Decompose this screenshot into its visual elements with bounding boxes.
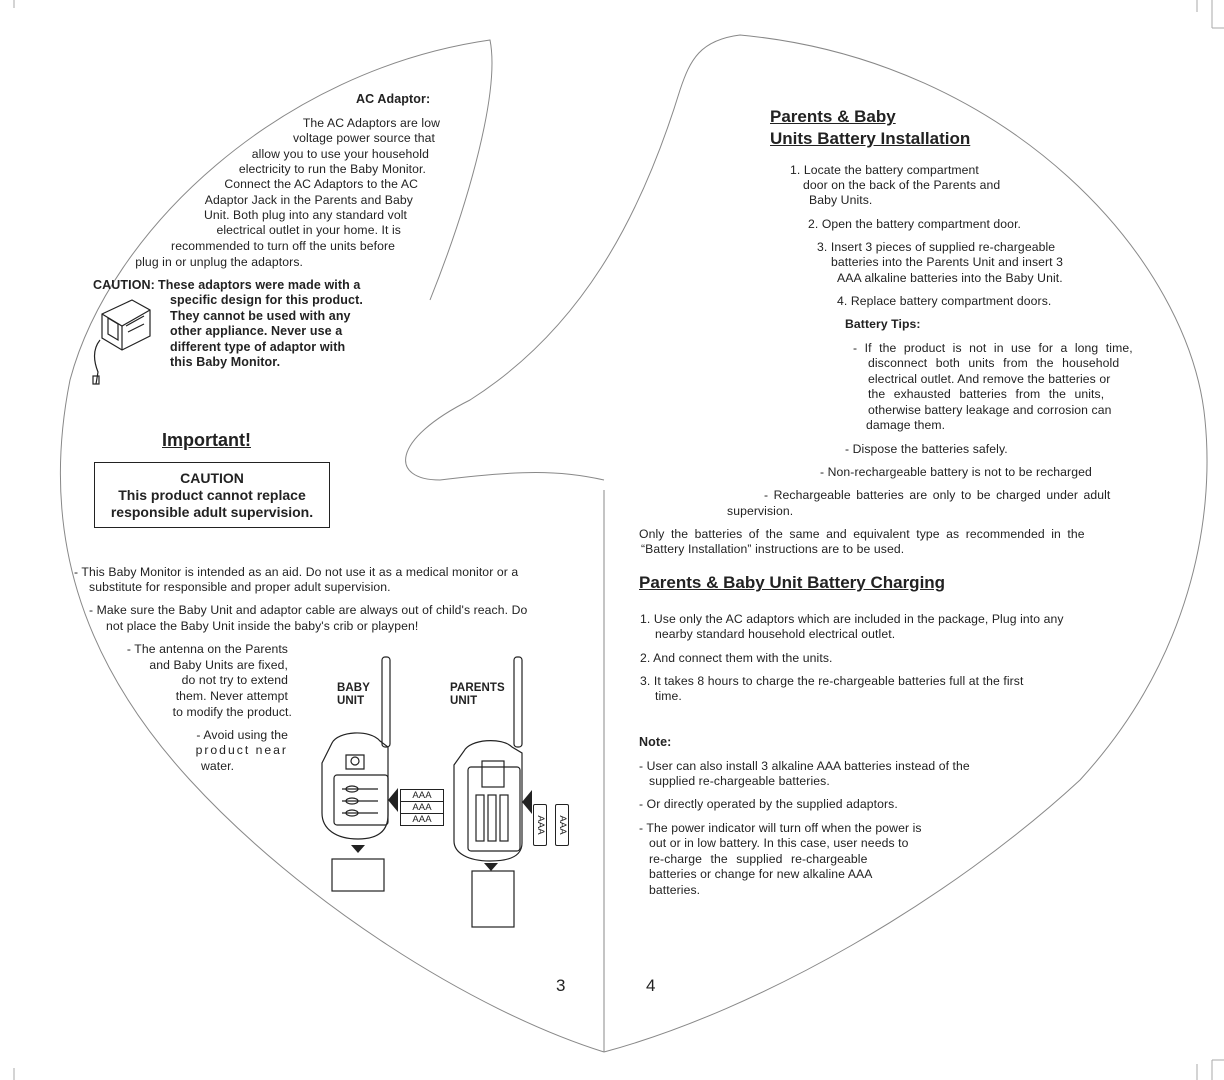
installation-step: door on the back of the Parents and bbox=[803, 178, 1001, 192]
battery-tip: - Rechargeable batteries are only to be charged under adult bbox=[764, 488, 1111, 502]
ac-adaptor-line: electrical outlet in your home. It is bbox=[216, 223, 401, 237]
caution-line: this Baby Monitor. bbox=[170, 355, 281, 369]
ac-adaptor-line: The AC Adaptors are low bbox=[302, 116, 440, 130]
note-line: - The power indicator will turn off when the power is bbox=[639, 821, 922, 835]
installation-step: 4. Replace battery compartment doors. bbox=[837, 294, 1052, 308]
caution-line: different type of adaptor with bbox=[170, 340, 346, 354]
battery-tip: damage them. bbox=[866, 418, 946, 432]
note-line: - Or directly operated by the supplied adaptors. bbox=[639, 797, 898, 811]
parents-unit-label: UNIT bbox=[450, 695, 478, 707]
battery-tip: - Non-rechargeable battery is not to be recharged bbox=[820, 465, 1092, 479]
important-heading: Important! bbox=[162, 430, 251, 450]
bullet-line: - The antenna on the Parents bbox=[126, 642, 288, 656]
caution-box bbox=[94, 462, 330, 528]
installation-heading: Units Battery Installation bbox=[770, 129, 971, 148]
caution-line: They cannot be used with any bbox=[170, 309, 351, 323]
note-heading: Note: bbox=[639, 735, 672, 749]
aaa-battery: AAA bbox=[400, 813, 444, 826]
installation-step: batteries into the Parents Unit and insert 3 bbox=[831, 255, 1064, 269]
note-line: batteries or change for new alkaline AAA bbox=[649, 867, 873, 881]
baby-unit-label: BABY bbox=[337, 682, 370, 694]
bullet-line: water. bbox=[201, 759, 235, 773]
caution-line: specific design for this product. bbox=[170, 293, 363, 307]
charging-step: 2. And connect them with the units. bbox=[640, 651, 833, 665]
installation-note: Only the batteries of the same and equivalent type as recommended in the bbox=[639, 527, 1085, 541]
installation-heading: Parents & Baby bbox=[770, 107, 896, 126]
caution-line: other appliance. Never use a bbox=[170, 324, 343, 338]
parents-unit-label: PARENTS bbox=[450, 682, 505, 694]
ac-adaptor-heading: AC Adaptor: bbox=[356, 92, 431, 106]
bullet-line: them. Never attempt bbox=[175, 689, 288, 703]
installation-step: AAA alkaline batteries into the Baby Unit. bbox=[837, 271, 1063, 285]
charging-step: nearby standard household electrical outlet. bbox=[655, 627, 896, 641]
ac-adaptor-line: Adaptor Jack in the Parents and Baby bbox=[204, 193, 413, 207]
bullet-line: substitute for responsible and proper adult supervision. bbox=[89, 580, 391, 594]
installation-note: “Battery Installation” instructions are to be used. bbox=[641, 542, 905, 556]
battery-tip: supervision. bbox=[727, 504, 794, 518]
ac-adaptor-line: voltage power source that bbox=[292, 131, 435, 145]
ac-adaptor-line: Unit. Both plug into any standard volt bbox=[204, 208, 407, 222]
charging-step: 3. It takes 8 hours to charge the re-chargeable batteries full at the first bbox=[640, 674, 1024, 688]
battery-tip: disconnect both units from the household bbox=[868, 356, 1120, 370]
caution-box-line: This product cannot replace bbox=[118, 487, 306, 503]
caution-box-title: CAUTION bbox=[180, 470, 244, 486]
battery-tip: electrical outlet. And remove the batteries or bbox=[868, 372, 1111, 386]
ac-adaptor-line: plug in or unplug the adaptors. bbox=[135, 255, 303, 269]
page-number: 3 bbox=[556, 976, 566, 995]
charging-step: 1. Use only the AC adaptors which are included in the package, Plug into any bbox=[640, 612, 1064, 626]
aaa-battery: AAA bbox=[400, 801, 444, 814]
note-line: - User can also install 3 alkaline AAA batteries instead of the bbox=[639, 759, 970, 773]
bullet-line: do not try to extend bbox=[181, 673, 288, 687]
ac-adaptor-line: allow you to use your household bbox=[251, 147, 429, 161]
battery-tip: the exhausted batteries from the units, bbox=[868, 387, 1105, 401]
caution-line: These adaptors were made with a bbox=[158, 278, 361, 292]
bullet-line: - Make sure the Baby Unit and adaptor cable are always out of child's reach. Do bbox=[89, 603, 528, 617]
ac-adaptor-illustration bbox=[88, 296, 158, 388]
note-line: re-charge the supplied re-chargeable bbox=[649, 852, 868, 866]
bullet-line: to modify the product. bbox=[172, 705, 292, 719]
battery-tip: otherwise battery leakage and corrosion can bbox=[868, 403, 1112, 417]
rechargeable-battery: AAA bbox=[533, 804, 547, 846]
bullet-line: and Baby Units are fixed, bbox=[149, 658, 288, 672]
baby-unit-illustration bbox=[318, 655, 402, 895]
bullet-line: - This Baby Monitor is intended as an aid. Do not use it as a medical monitor or a bbox=[74, 565, 519, 579]
rechargeable-battery: AAA bbox=[555, 804, 569, 846]
charging-heading: Parents & Baby Unit Battery Charging bbox=[639, 573, 946, 592]
charging-step: time. bbox=[655, 689, 682, 703]
baby-unit-label: UNIT bbox=[337, 695, 365, 707]
caution-label: CAUTION: bbox=[93, 278, 155, 292]
installation-step: 1. Locate the battery compartment bbox=[790, 163, 979, 177]
installation-step: 2. Open the battery compartment door. bbox=[808, 217, 1022, 231]
bullet-line: not place the Baby Unit inside the baby's crib or playpen! bbox=[106, 619, 419, 633]
note-line: out or in low battery. In this case, user needs to bbox=[649, 836, 909, 850]
battery-tip: - Dispose the batteries safely. bbox=[845, 442, 1008, 456]
caution-box-line: responsible adult supervision. bbox=[110, 504, 314, 520]
ac-adaptor-line: Connect the AC Adaptors to the AC bbox=[224, 177, 418, 191]
aaa-battery: AAA bbox=[400, 789, 444, 802]
installation-step: Baby Units. bbox=[809, 193, 873, 207]
ac-adaptor-line: recommended to turn off the units before bbox=[171, 239, 395, 253]
note-line: supplied re-chargeable batteries. bbox=[649, 774, 830, 788]
battery-tip: - If the product is not in use for a long time, bbox=[853, 341, 1133, 355]
ac-adaptor-line: electricity to run the Baby Monitor. bbox=[238, 162, 426, 176]
battery-tips-heading: Battery Tips: bbox=[845, 317, 921, 331]
page-number: 4 bbox=[646, 976, 656, 995]
parents-battery-arrow bbox=[520, 786, 534, 818]
bullet-line: product near bbox=[195, 743, 288, 757]
note-line: batteries. bbox=[649, 883, 701, 897]
installation-step: 3. Insert 3 pieces of supplied re-chargeable bbox=[817, 240, 1056, 254]
baby-battery-arrow bbox=[386, 784, 400, 816]
bullet-line: - Avoid using the bbox=[196, 728, 288, 742]
